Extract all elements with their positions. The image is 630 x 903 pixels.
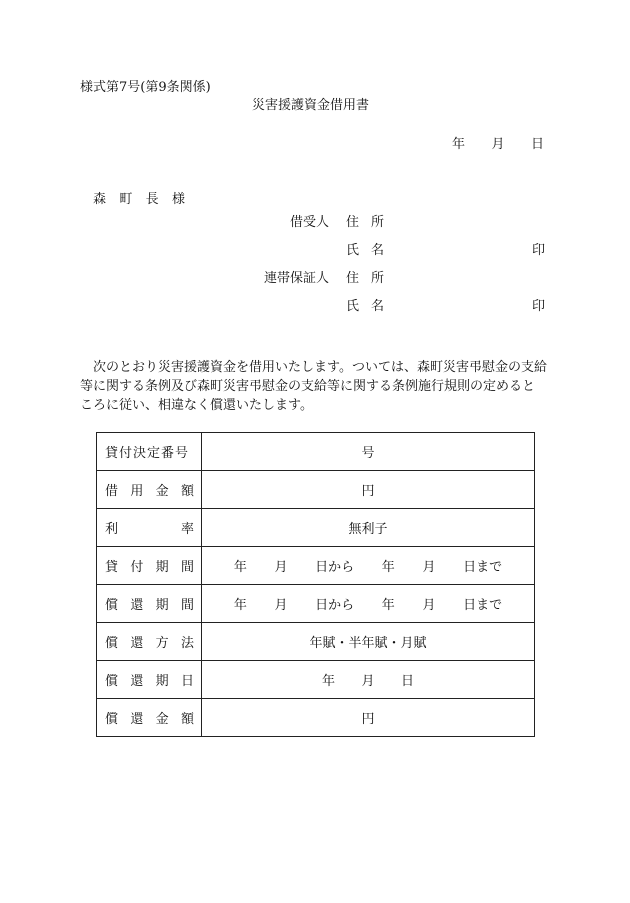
label-char: 還 [130,636,144,651]
date-part: 月 [361,674,375,689]
loan-amount-label [97,471,202,509]
repayment-amount-value [202,699,535,737]
table-row [97,699,535,737]
table-row [97,471,535,509]
date-line [452,137,544,153]
value-text: 無利子 [348,522,388,537]
value-text: 円 [361,484,375,499]
repayment-period-value [202,585,535,623]
loan-decision-number-label [97,433,202,471]
label-char: 償 [105,636,119,651]
loan-decision-number-value [202,433,535,471]
interest-rate-label [97,509,202,547]
table-row [97,547,535,585]
label-char: 額 [180,712,194,727]
period-part: 日まで [463,560,503,575]
label-char: 氏 [346,299,360,314]
table-row [97,661,535,699]
interest-rate-value [202,509,535,547]
value-text: 年賦・半年賦・月賦 [309,636,427,651]
label-char: 金 [155,484,169,499]
label-char: 氏 [346,243,360,258]
guarantor-address-label [346,271,384,287]
addressee-char: 町 [119,192,133,207]
period-part: 月 [274,560,288,575]
label-char: 名 [370,299,384,314]
label-char: 期 [155,674,169,689]
period-part: 日まで [463,598,503,613]
period-part: 月 [422,560,436,575]
label-char: 償 [105,712,119,727]
value-text: 円 [361,712,375,727]
body-text: 次のとおり災害援護資金を借用いたします。ついては、森町災害弔慰金の支給等に関する条例及び森町災害弔慰金の支給等に関する条例施行規則の定めるところに従い、相違なく償還いたします。 [80,360,547,413]
label-char: 日 [180,674,194,689]
date-day: 日 [530,137,544,152]
period-part: 年 [233,560,247,575]
date-year: 年 [452,137,466,152]
label-char: 率 [180,522,194,537]
label-char: 用 [130,484,144,499]
value-text: 号 [361,446,375,461]
label-char: 還 [130,712,144,727]
label-text: 貸付決定番号 [105,446,190,461]
guarantor-name-label [346,299,384,315]
date-part: 年 [322,674,336,689]
loan-period-value [202,547,535,585]
label-char: 償 [105,598,119,613]
period-part: 日から [315,598,355,613]
label-char: 金 [155,712,169,727]
loan-table [96,432,535,737]
label-char: 償 [105,674,119,689]
label-char: 住 [346,271,360,286]
label-char: 住 [346,215,360,230]
repayment-period-label [97,585,202,623]
label-char: 法 [180,636,194,651]
repayment-method-value [202,623,535,661]
table-row [97,509,535,547]
period-part: 年 [381,560,395,575]
label-char: 利 [105,522,119,537]
label-char: 期 [155,560,169,575]
label-char: 所 [370,271,384,286]
repayment-method-label [97,623,202,661]
addressee-char: 森 [93,192,107,207]
label-char: 間 [180,598,194,613]
borrower-address-label [346,215,384,231]
date-month: 月 [491,137,505,152]
period-part: 年 [381,598,395,613]
borrower-seal: 印 [532,243,546,258]
guarantor-seal: 印 [532,299,546,314]
repayment-amount-label [97,699,202,737]
addressee-char: 様 [171,192,185,207]
table-row [97,585,535,623]
label-char: 貸 [105,560,119,575]
label-char: 額 [180,484,194,499]
document-title: 災害援護資金借用書 [252,98,370,113]
period-part: 年 [233,598,247,613]
label-char: 名 [370,243,384,258]
guarantor-role: 連帯保証人 [264,271,330,286]
period-part: 日から [315,560,355,575]
borrower-role: 借受人 [290,215,330,230]
label-char: 間 [180,560,194,575]
label-char: 借 [105,484,119,499]
label-char: 方 [155,636,169,651]
table-row [97,433,535,471]
borrower-name-label [346,243,384,259]
repayment-date-value [202,661,535,699]
label-char: 還 [130,674,144,689]
label-char: 期 [155,598,169,613]
label-char: 付 [130,560,144,575]
loan-period-label [97,547,202,585]
form-number: 様式第7号(第9条関係) [80,80,211,95]
addressee [93,192,185,208]
addressee-char: 長 [145,192,159,207]
loan-amount-value [202,471,535,509]
label-char: 所 [370,215,384,230]
table-row [97,623,535,661]
period-part: 月 [422,598,436,613]
repayment-date-label [97,661,202,699]
label-char: 還 [130,598,144,613]
date-part: 日 [400,674,414,689]
period-part: 月 [274,598,288,613]
